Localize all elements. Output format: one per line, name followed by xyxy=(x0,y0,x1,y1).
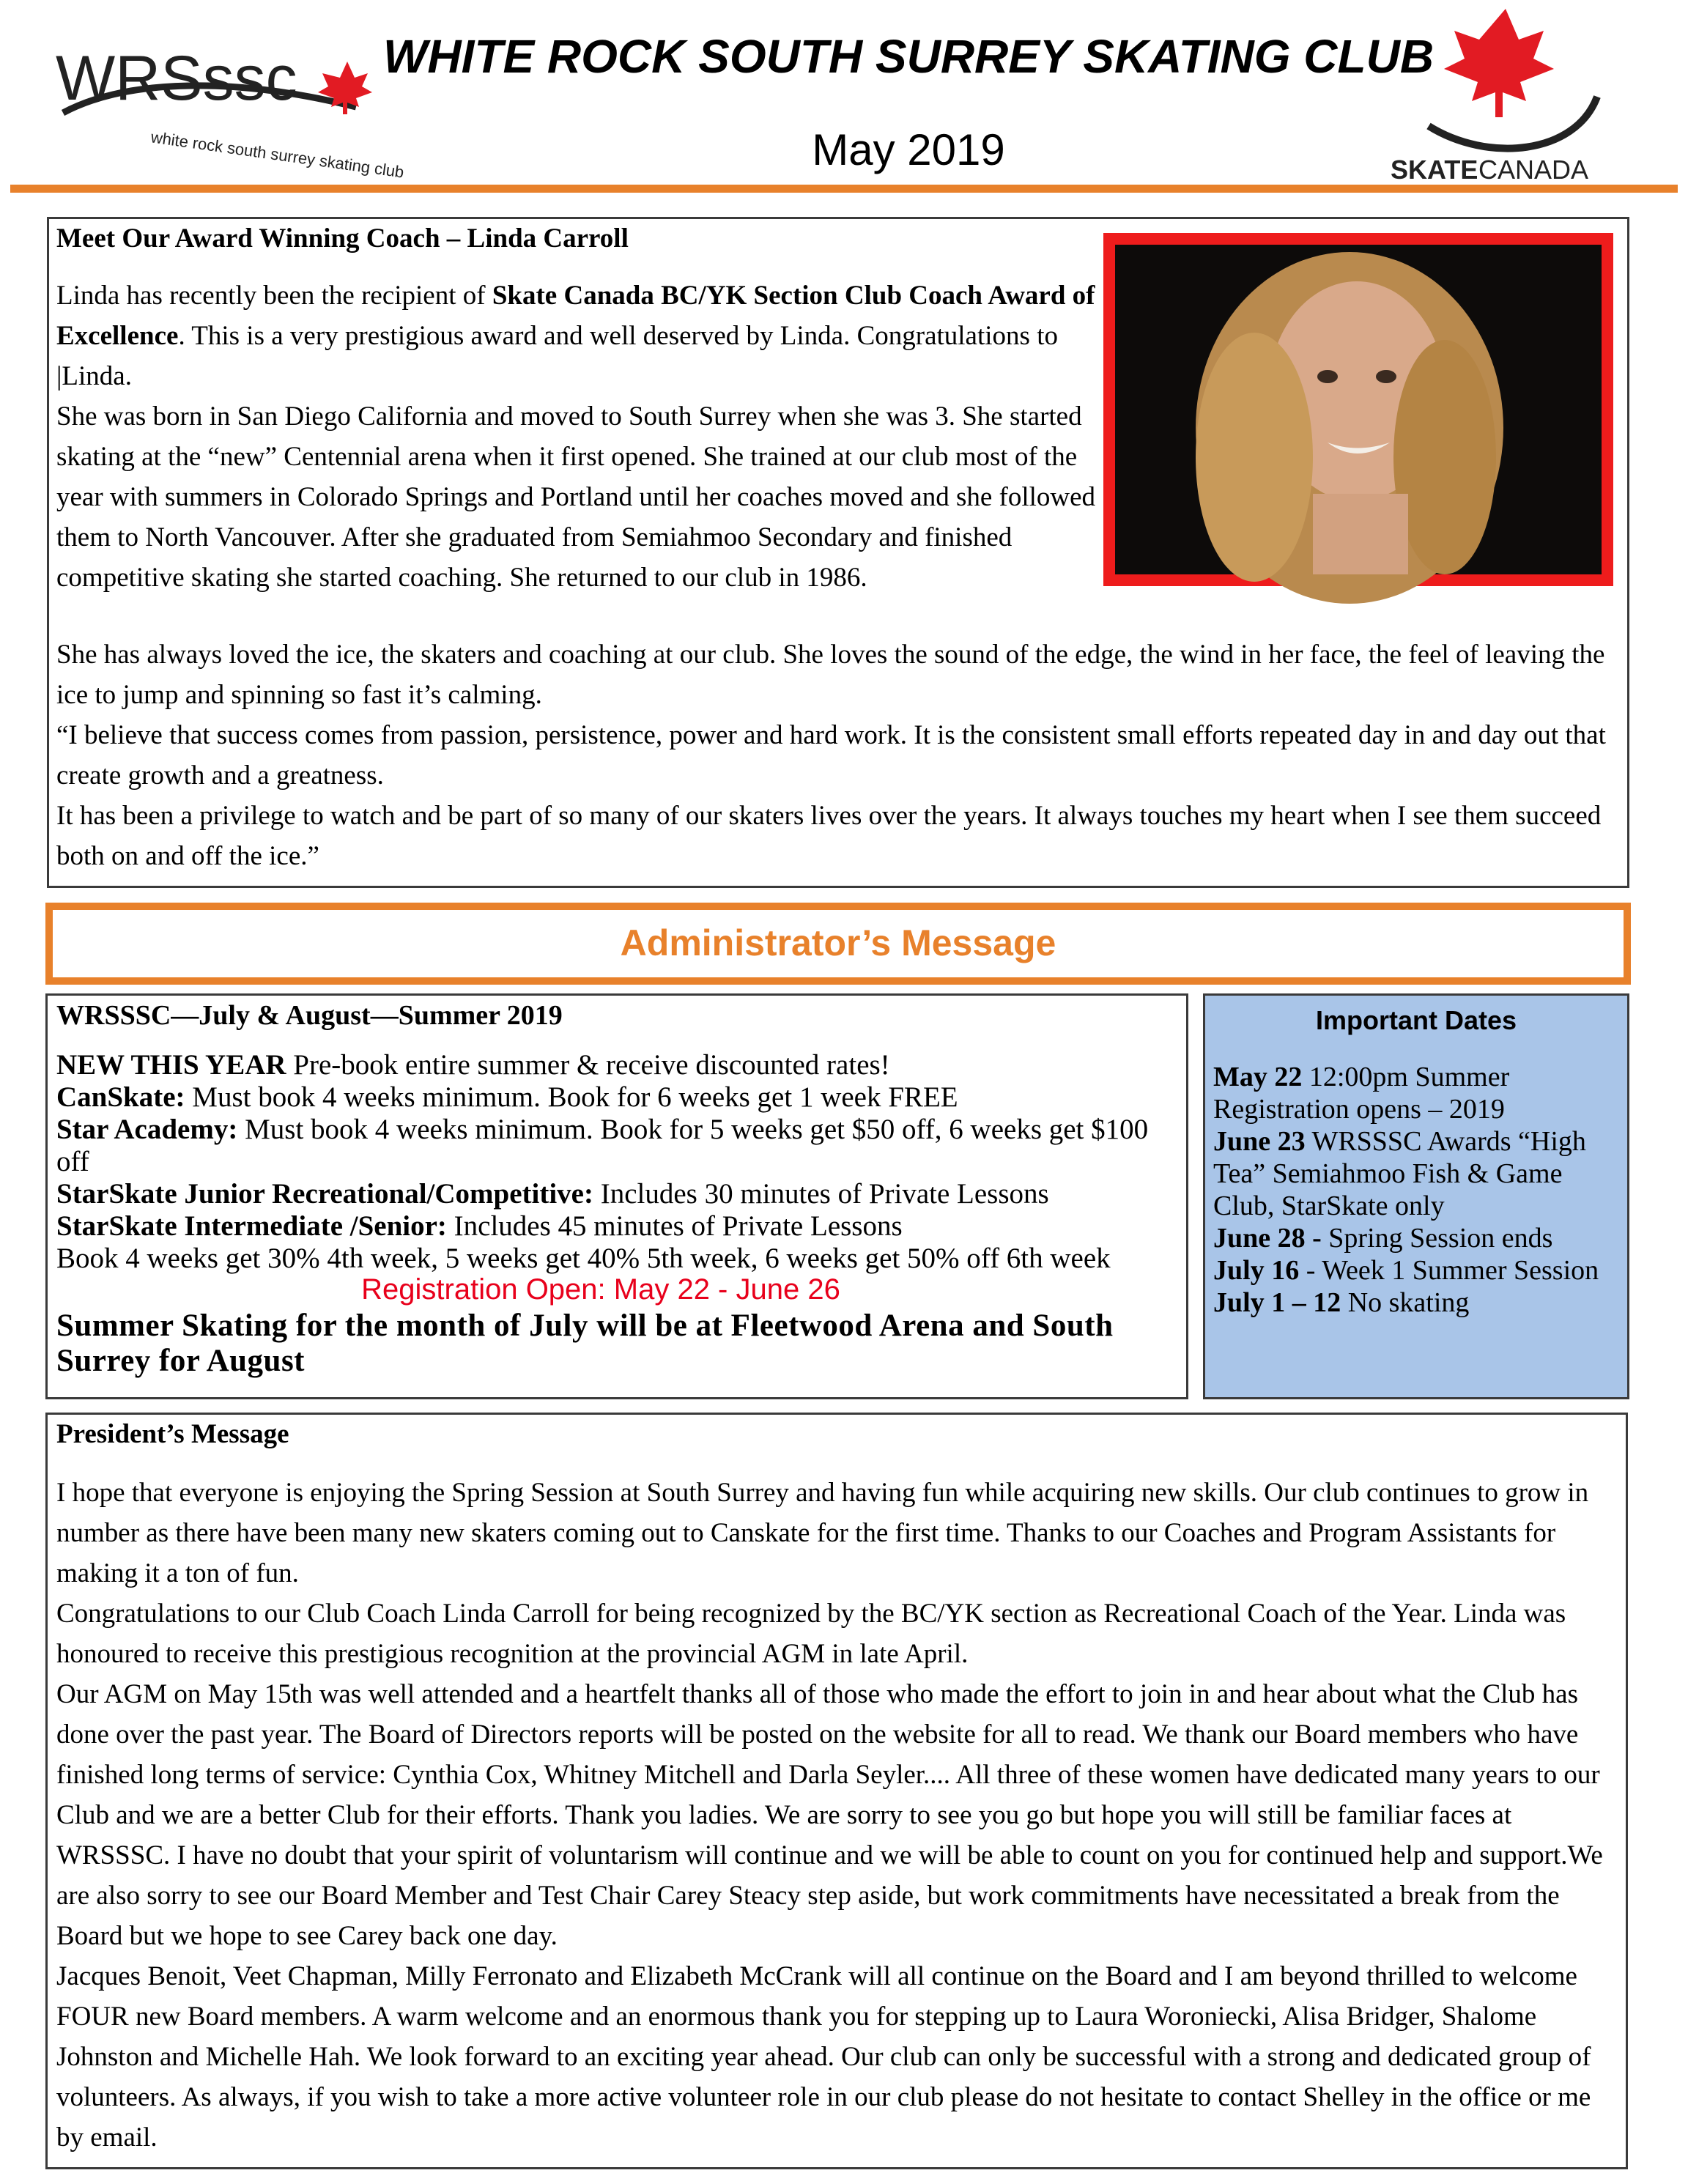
header-rule xyxy=(10,185,1678,193)
date-item xyxy=(1213,1287,1624,1319)
president-paragraph: I hope that everyone is enjoying the Spring Session at South Surrey and having fun while acquiring new skills. Our club continues to grow in number as there have been many new skaters coming out to Canskate for the first time. Thanks to our Coaches and Program Assistants for making it a ton of fun. xyxy=(56,1478,1589,1588)
date-text: 12:00pm Summer Registration opens – 2019 xyxy=(1213,1062,1510,1125)
newsletter-date: May 2019 xyxy=(812,125,1005,174)
summer-location: Summer Skating for the month of July will be at Fleetwood Arena and South Surrey for August xyxy=(56,1308,1114,1378)
maple-leaf-icon xyxy=(1444,9,1554,117)
date-label: June 23 xyxy=(1213,1126,1306,1157)
date-text: No skating xyxy=(1341,1287,1470,1318)
canskate-line xyxy=(56,1081,1185,1114)
admin-title: Administrator’s Message xyxy=(620,922,1056,963)
coach-bio-paragraph: She was born in San Diego California and moved to South Surrey when she was 3. She started skating at the “new” Centennial arena when it first opened. She trained at our club most of the year with summers in Colorado Springs and Portland until her coaches moved and she followed them to North Vancouver. After she graduated from Semiahmoo Secondary and finished competitive skating she started coaching. She returned to our club in 1986. xyxy=(56,401,1096,593)
coach-privilege-paragraph: It has been a privilege to watch and be part of so many of our skaters lives over the years. It always touches my heart when I see them succeed both on and off the ice.” xyxy=(56,801,1602,871)
club-logo-tagline: white rock south surrey skating club xyxy=(149,127,405,182)
coach-text-bottom xyxy=(56,634,1624,876)
date-label: May 22 xyxy=(1213,1062,1303,1092)
star-text: Must book 4 weeks minimum. Book for 5 weeks get $50 off, 6 weeks get $100 off xyxy=(56,1114,1149,1177)
president-paragraph: Our AGM on May 15th was well attended and a heartfelt thanks all of those who made the effort to join in and hear about what the Club has done over the past year. The Board of Directors reports will be posted on the website for all to read. We thank our Board members who have finished long terms of service: Cynthia Cox, Whitney Mitchell and Darla Seyler.... All three of these women have dedicated many years to our Club and we are a better Club for their efforts. Thank you ladies. We are sorry to see you go but hope you will still be familiar faces at WRSSSC. I have no doubt that your spirit of voluntarism will continue and we will be able to count on you for continued help and support.We are also sorry to see our Board Member and Test Chair Carey Steacy step aside, but work commitments have necessitated a break from the Board but we hope to see Carey back one day. xyxy=(56,1679,1603,1951)
important-dates-heading: Important Dates xyxy=(1315,1005,1517,1035)
canskate-text: Must book 4 weeks minimum. Book for 6 weeks get 1 week FREE xyxy=(185,1081,958,1113)
coach-heading: Meet Our Award Winning Coach – Linda Carroll xyxy=(56,223,629,253)
award-intro: Linda has recently been the recipient of xyxy=(56,281,492,311)
canskate-label: CanSkate: xyxy=(56,1081,185,1113)
star-label: Star Academy: xyxy=(56,1114,238,1145)
coach-quote-paragraph: “I believe that success comes from passion, persistence, power and hard work. It is the consistent small efforts repeated day in and day out that create growth and a greatness. xyxy=(56,720,1606,791)
date-text: Spring Session ends xyxy=(1321,1223,1553,1254)
new-text: Pre-book entire summer & receive discounted rates! xyxy=(286,1049,890,1081)
president-paragraph: Jacques Benoit, Veet Chapman, Milly Ferronato and Elizabeth McCrank will all continue on the Board and I am beyond thrilled to welcome FOUR new Board members. A warm welcome and an enormous thank you for stepping up to Laura Woroniecki, Alisa Bridger, Shalome Johnston and Michelle Hah. We look forward to an exciting year ahead. Our club can only be successful with a strong and dedicated group of volunteers. As always, if you wish to take a more active volunteer role in our club please do not hesitate to contact Shelley in the office or me by email. xyxy=(56,1961,1591,2152)
coach-text-top xyxy=(56,275,1104,598)
date-item xyxy=(1213,1254,1624,1287)
president-paragraph: Congratulations to our Club Coach Linda Carroll for being recognized by the BC/YK section as Recreational Coach of the Year. Linda was honoured to receive this prestigious recognition at the provincial AGM in late April. xyxy=(56,1599,1566,1669)
newsletter-title: WHITE ROCK SOUTH SURREY SKATING CLUB xyxy=(382,30,1435,83)
junior-line xyxy=(56,1178,1185,1210)
star-academy-line xyxy=(56,1114,1185,1178)
skate-canada-bold: SKATE xyxy=(1391,155,1478,185)
date-item xyxy=(1213,1125,1624,1222)
president-text xyxy=(56,1473,1624,2158)
award-name: Skate Canada BC/YK Section Club Coach Award of Excellence xyxy=(56,281,1095,351)
registration-open: Registration Open: May 22 - June 26 xyxy=(361,1273,840,1306)
new-label: NEW THIS YEAR xyxy=(56,1049,286,1081)
date-text: WRSSSC Awards “High Tea” Semiahmoo Fish & Game Club, StarSkate only xyxy=(1213,1126,1586,1221)
important-dates-list xyxy=(1213,1061,1624,1319)
summer-heading: WRSSSC—July & August—Summer 2019 xyxy=(56,1000,563,1031)
coach-award-paragraph xyxy=(56,275,1104,396)
coach-loves-paragraph: She has always loved the ice, the skaters and coaching at our club. She loves the sound of the edge, the wind in her face, the feel of leaving the ice to jump and spinning so fast it’s calming. xyxy=(56,640,1605,710)
inter-label: StarSkate Intermediate /Senior: xyxy=(56,1210,447,1242)
junior-text: Includes 30 minutes of Private Lessons xyxy=(593,1178,1049,1210)
summer-details xyxy=(56,1049,1185,1275)
club-logo xyxy=(48,26,405,182)
junior-label: StarSkate Junior Recreational/Competitive: xyxy=(56,1178,593,1210)
coach-photo xyxy=(1115,245,1602,574)
date-label: July 16 xyxy=(1213,1255,1300,1286)
maple-leaf-icon xyxy=(318,62,372,114)
date-text: - Week 1 Summer Session xyxy=(1299,1255,1599,1286)
date-item xyxy=(1213,1222,1624,1254)
skate-canada-light: CANADA xyxy=(1478,155,1589,185)
club-logo-letters: WRSssc xyxy=(56,43,297,114)
intermediate-line xyxy=(56,1210,1185,1243)
president-heading: President’s Message xyxy=(56,1419,289,1449)
award-rest: . This is a very prestigious award and well deserved by Linda. Congratulations to |Linda. xyxy=(56,321,1058,391)
date-label: June 28 - xyxy=(1213,1223,1322,1254)
new-this-year-line xyxy=(56,1049,1185,1081)
date-item xyxy=(1213,1061,1624,1125)
discount-line: Book 4 weeks get 30% 4th week, 5 weeks get 40% 5th week, 6 weeks get 50% off 6th week xyxy=(56,1243,1111,1274)
skate-canada-logo xyxy=(1377,9,1619,185)
date-label: July 1 – 12 xyxy=(1213,1287,1341,1318)
inter-text: Includes 45 minutes of Private Lessons xyxy=(446,1210,903,1242)
